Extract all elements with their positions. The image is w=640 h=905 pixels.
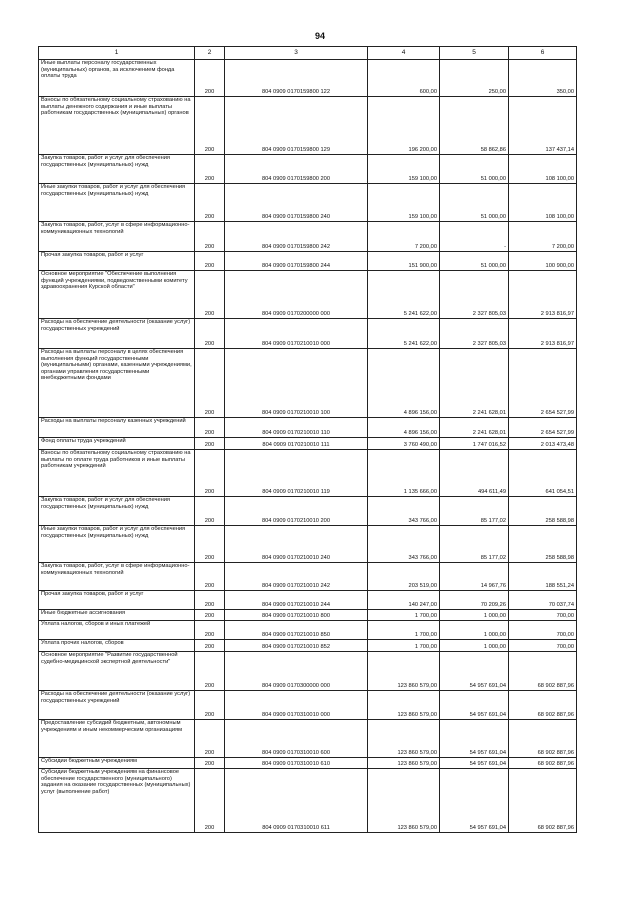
line-code-cell: 200: [195, 271, 225, 319]
approved-amount-cell: 1 135 666,00: [368, 450, 440, 497]
table-row: [39, 450, 577, 497]
executed-amount-cell: 1 000,00: [440, 610, 509, 621]
unexecuted-amount-cell: 70 037,74: [509, 591, 577, 610]
page-number: 94: [314, 31, 325, 41]
line-code-cell: 200: [195, 591, 225, 610]
expense-name-cell: Основное мероприятие "Обеспечение выполнения функций учреждениями, подведомственными комитету здравоохранения Курской области": [39, 271, 195, 319]
table-row: [39, 640, 577, 652]
table-row: [39, 526, 577, 563]
expense-name-cell: Субсидии бюджетным учреждениям: [39, 758, 195, 769]
approved-amount-cell: 159 100,00: [368, 184, 440, 222]
executed-amount-cell: 85 177,02: [440, 497, 509, 526]
unexecuted-amount-cell: 188 551,24: [509, 563, 577, 591]
approved-amount-cell: 600,00: [368, 60, 440, 97]
table-row: [39, 591, 577, 610]
unexecuted-amount-cell: 2 013 473,48: [509, 438, 577, 450]
expense-name-cell: Закупка товаров, работ, услуг в сфере информационно-коммуникационных технологий: [39, 222, 195, 252]
table-row: [39, 271, 577, 319]
header-cell-1: 1: [39, 47, 195, 60]
executed-amount-cell: 2 241 628,01: [440, 349, 509, 418]
budget-code-cell: 804 0909 0170310010 000: [225, 691, 368, 720]
header-cell-5: 5: [440, 47, 509, 60]
table-row: [39, 418, 577, 438]
line-code-cell: 200: [195, 652, 225, 691]
unexecuted-amount-cell: 350,00: [509, 60, 577, 97]
expense-name-cell: Фонд оплаты труда учреждений: [39, 438, 195, 450]
budget-code-cell: 804 0909 0170159800 244: [225, 252, 368, 271]
approved-amount-cell: 123 860 579,00: [368, 758, 440, 769]
unexecuted-amount-cell: 68 902 887,96: [509, 652, 577, 691]
line-code-cell: 200: [195, 640, 225, 652]
unexecuted-amount-cell: 68 902 887,96: [509, 720, 577, 758]
budget-code-cell: 804 0909 0170210010 119: [225, 450, 368, 497]
line-code-cell: 200: [195, 97, 225, 155]
expense-name-cell: Прочая закупка товаров, работ и услуг: [39, 591, 195, 610]
table-row: [39, 319, 577, 349]
budget-code-cell: 804 0909 0170210010 111: [225, 438, 368, 450]
budget-code-cell: 804 0909 0170159800 122: [225, 60, 368, 97]
budget-code-cell: 804 0909 0170300000 000: [225, 652, 368, 691]
budget-code-cell: 804 0909 0170159800 240: [225, 184, 368, 222]
line-code-cell: 200: [195, 720, 225, 758]
expense-name-cell: Взносы по обязательному социальному страхованию на выплаты по оплате труда работников и иные выплаты работникам учреждений: [39, 450, 195, 497]
approved-amount-cell: 5 241 622,00: [368, 319, 440, 349]
unexecuted-amount-cell: 258 588,98: [509, 526, 577, 563]
executed-amount-cell: 58 862,86: [440, 97, 509, 155]
table-row: [39, 563, 577, 591]
line-code-cell: 200: [195, 349, 225, 418]
line-code-cell: 200: [195, 450, 225, 497]
unexecuted-amount-cell: 700,00: [509, 621, 577, 640]
approved-amount-cell: 3 760 490,00: [368, 438, 440, 450]
table-row: [39, 184, 577, 222]
budget-code-cell: 804 0909 0170159800 129: [225, 97, 368, 155]
executed-amount-cell: 2 327 805,03: [440, 271, 509, 319]
table-row: [39, 769, 577, 833]
expense-name-cell: Субсидии бюджетным учреждениям на финансовое обеспечение государственного (муниципального) задания на оказание государственных (муниципальных) услуг (выполнение работ): [39, 769, 195, 833]
line-code-cell: 200: [195, 769, 225, 833]
executed-amount-cell: 51 000,00: [440, 184, 509, 222]
line-code-cell: 200: [195, 610, 225, 621]
line-code-cell: 200: [195, 184, 225, 222]
approved-amount-cell: 159 100,00: [368, 155, 440, 184]
header-cell-6: 6: [509, 47, 577, 60]
unexecuted-amount-cell: 108 100,00: [509, 184, 577, 222]
expense-name-cell: Иные закупки товаров, работ и услуг для обеспечения государственных (муниципальных) нужд: [39, 526, 195, 563]
expense-name-cell: Закупка товаров, работ и услуг для обеспечения государственных (муниципальных) нужд: [39, 155, 195, 184]
table-row: [39, 621, 577, 640]
budget-code-cell: 804 0909 0170310010 610: [225, 758, 368, 769]
approved-amount-cell: 123 860 579,00: [368, 652, 440, 691]
expense-name-cell: Расходы на обеспечение деятельности (оказание услуг) государственных учреждений: [39, 319, 195, 349]
table-row: [39, 349, 577, 418]
budget-code-cell: 804 0909 0170210010 850: [225, 621, 368, 640]
line-code-cell: 200: [195, 563, 225, 591]
table-row: [39, 60, 577, 97]
executed-amount-cell: 1 747 016,52: [440, 438, 509, 450]
table-row: [39, 438, 577, 450]
budget-code-cell: 804 0909 0170210010 244: [225, 591, 368, 610]
expense-name-cell: Основное мероприятие "Развитие государственной судебно-медицинской экспертной деятельности": [39, 652, 195, 691]
expense-name-cell: Иные бюджетные ассигнования: [39, 610, 195, 621]
expense-name-cell: Иные выплаты персоналу государственных (муниципальных) органов, за исключением фонда оплаты труда: [39, 60, 195, 97]
unexecuted-amount-cell: 2 654 527,99: [509, 418, 577, 438]
unexecuted-amount-cell: 68 902 887,96: [509, 691, 577, 720]
executed-amount-cell: 1 000,00: [440, 640, 509, 652]
executed-amount-cell: 54 957 691,04: [440, 769, 509, 833]
unexecuted-amount-cell: 2 913 816,97: [509, 319, 577, 349]
executed-amount-cell: -: [440, 222, 509, 252]
line-code-cell: 200: [195, 621, 225, 640]
executed-amount-cell: 2 241 628,01: [440, 418, 509, 438]
budget-code-cell: 804 0909 0170310010 611: [225, 769, 368, 833]
expense-name-cell: Расходы на выплаты персоналу казенных учреждений: [39, 418, 195, 438]
budget-code-cell: 804 0909 0170210010 110: [225, 418, 368, 438]
line-code-cell: 200: [195, 758, 225, 769]
approved-amount-cell: 4 896 156,00: [368, 349, 440, 418]
expense-name-cell: Уплата прочих налогов, сборов: [39, 640, 195, 652]
budget-code-cell: 804 0909 0170210010 000: [225, 319, 368, 349]
approved-amount-cell: 123 860 579,00: [368, 769, 440, 833]
unexecuted-amount-cell: 7 200,00: [509, 222, 577, 252]
executed-amount-cell: 85 177,02: [440, 526, 509, 563]
budget-code-cell: 804 0909 0170159800 200: [225, 155, 368, 184]
header-row: [39, 47, 577, 60]
budget-code-cell: 804 0909 0170210010 242: [225, 563, 368, 591]
approved-amount-cell: 1 700,00: [368, 640, 440, 652]
executed-amount-cell: 54 957 691,04: [440, 720, 509, 758]
executed-amount-cell: 1 000,00: [440, 621, 509, 640]
expense-name-cell: Взносы по обязательному социальному страхованию на выплаты денежного содержания и иные выплаты работникам государственных (муниципальных) органов: [39, 97, 195, 155]
budget-code-cell: 804 0909 0170210010 852: [225, 640, 368, 652]
executed-amount-cell: 54 957 691,04: [440, 652, 509, 691]
executed-amount-cell: 14 967,76: [440, 563, 509, 591]
executed-amount-cell: 54 957 691,04: [440, 758, 509, 769]
line-code-cell: 200: [195, 438, 225, 450]
line-code-cell: 200: [195, 418, 225, 438]
table-row: [39, 97, 577, 155]
table-body: [39, 60, 577, 833]
executed-amount-cell: 54 957 691,04: [440, 691, 509, 720]
unexecuted-amount-cell: 137 437,14: [509, 97, 577, 155]
approved-amount-cell: 140 247,00: [368, 591, 440, 610]
table-row: [39, 691, 577, 720]
budget-code-cell: 804 0909 0170210010 100: [225, 349, 368, 418]
unexecuted-amount-cell: 100 900,00: [509, 252, 577, 271]
line-code-cell: 200: [195, 526, 225, 563]
executed-amount-cell: 2 327 805,03: [440, 319, 509, 349]
header-cell-3: 3: [225, 47, 368, 60]
approved-amount-cell: 4 896 156,00: [368, 418, 440, 438]
table-row: [39, 758, 577, 769]
table-row: [39, 652, 577, 691]
line-code-cell: 200: [195, 691, 225, 720]
expense-name-cell: Расходы на выплаты персоналу в целях обеспечения выполнения функций государственными (муниципальными) органами, казенными учреждениями, органами управления государственными внебюджетными фондами: [39, 349, 195, 418]
line-code-cell: 200: [195, 319, 225, 349]
table-row: [39, 155, 577, 184]
approved-amount-cell: 5 241 622,00: [368, 271, 440, 319]
unexecuted-amount-cell: 68 902 887,96: [509, 769, 577, 833]
unexecuted-amount-cell: 68 902 887,96: [509, 758, 577, 769]
approved-amount-cell: 343 766,00: [368, 497, 440, 526]
table-row: [39, 252, 577, 271]
expense-name-cell: Расходы на обеспечение деятельности (оказание услуг) государственных учреждений: [39, 691, 195, 720]
expense-name-cell: Закупка товаров, работ и услуг для обеспечения государственных (муниципальных) нужд: [39, 497, 195, 526]
line-code-cell: 200: [195, 222, 225, 252]
approved-amount-cell: 203 519,00: [368, 563, 440, 591]
unexecuted-amount-cell: 700,00: [509, 610, 577, 621]
budget-code-cell: 804 0909 0170310010 600: [225, 720, 368, 758]
line-code-cell: 200: [195, 252, 225, 271]
approved-amount-cell: 343 766,00: [368, 526, 440, 563]
budget-code-cell: 804 0909 0170200000 000: [225, 271, 368, 319]
approved-amount-cell: 151 900,00: [368, 252, 440, 271]
budget-code-cell: 804 0909 0170210010 800: [225, 610, 368, 621]
approved-amount-cell: 7 200,00: [368, 222, 440, 252]
unexecuted-amount-cell: 258 588,98: [509, 497, 577, 526]
budget-code-cell: 804 0909 0170210010 200: [225, 497, 368, 526]
executed-amount-cell: 51 000,00: [440, 252, 509, 271]
approved-amount-cell: 1 700,00: [368, 610, 440, 621]
unexecuted-amount-cell: 700,00: [509, 640, 577, 652]
executed-amount-cell: 250,00: [440, 60, 509, 97]
unexecuted-amount-cell: 2 913 816,97: [509, 271, 577, 319]
table-row: [39, 222, 577, 252]
approved-amount-cell: 123 860 579,00: [368, 691, 440, 720]
approved-amount-cell: 196 200,00: [368, 97, 440, 155]
approved-amount-cell: 123 860 579,00: [368, 720, 440, 758]
approved-amount-cell: 1 700,00: [368, 621, 440, 640]
table-row: [39, 610, 577, 621]
expense-name-cell: Уплата налогов, сборов и иных платежей: [39, 621, 195, 640]
header-cell-4: 4: [368, 47, 440, 60]
unexecuted-amount-cell: 108 100,00: [509, 155, 577, 184]
expense-name-cell: Прочая закупка товаров, работ и услуг: [39, 252, 195, 271]
expense-name-cell: Предоставление субсидий бюджетным, автономным учреждениям и иным некоммерческим организациям: [39, 720, 195, 758]
unexecuted-amount-cell: 2 654 527,99: [509, 349, 577, 418]
budget-table: [38, 46, 577, 833]
budget-code-cell: 804 0909 0170159800 242: [225, 222, 368, 252]
executed-amount-cell: 494 611,49: [440, 450, 509, 497]
executed-amount-cell: 70 209,26: [440, 591, 509, 610]
unexecuted-amount-cell: 641 054,51: [509, 450, 577, 497]
expense-name-cell: Закупка товаров, работ, услуг в сфере информационно-коммуникационных технологий: [39, 563, 195, 591]
expense-name-cell: Иные закупки товаров, работ и услуг для обеспечения государственных (муниципальных) нужд: [39, 184, 195, 222]
table-row: [39, 720, 577, 758]
line-code-cell: 200: [195, 60, 225, 97]
budget-code-cell: 804 0909 0170210010 240: [225, 526, 368, 563]
line-code-cell: 200: [195, 497, 225, 526]
executed-amount-cell: 51 000,00: [440, 155, 509, 184]
table-row: [39, 497, 577, 526]
line-code-cell: 200: [195, 155, 225, 184]
header-cell-2: 2: [195, 47, 225, 60]
